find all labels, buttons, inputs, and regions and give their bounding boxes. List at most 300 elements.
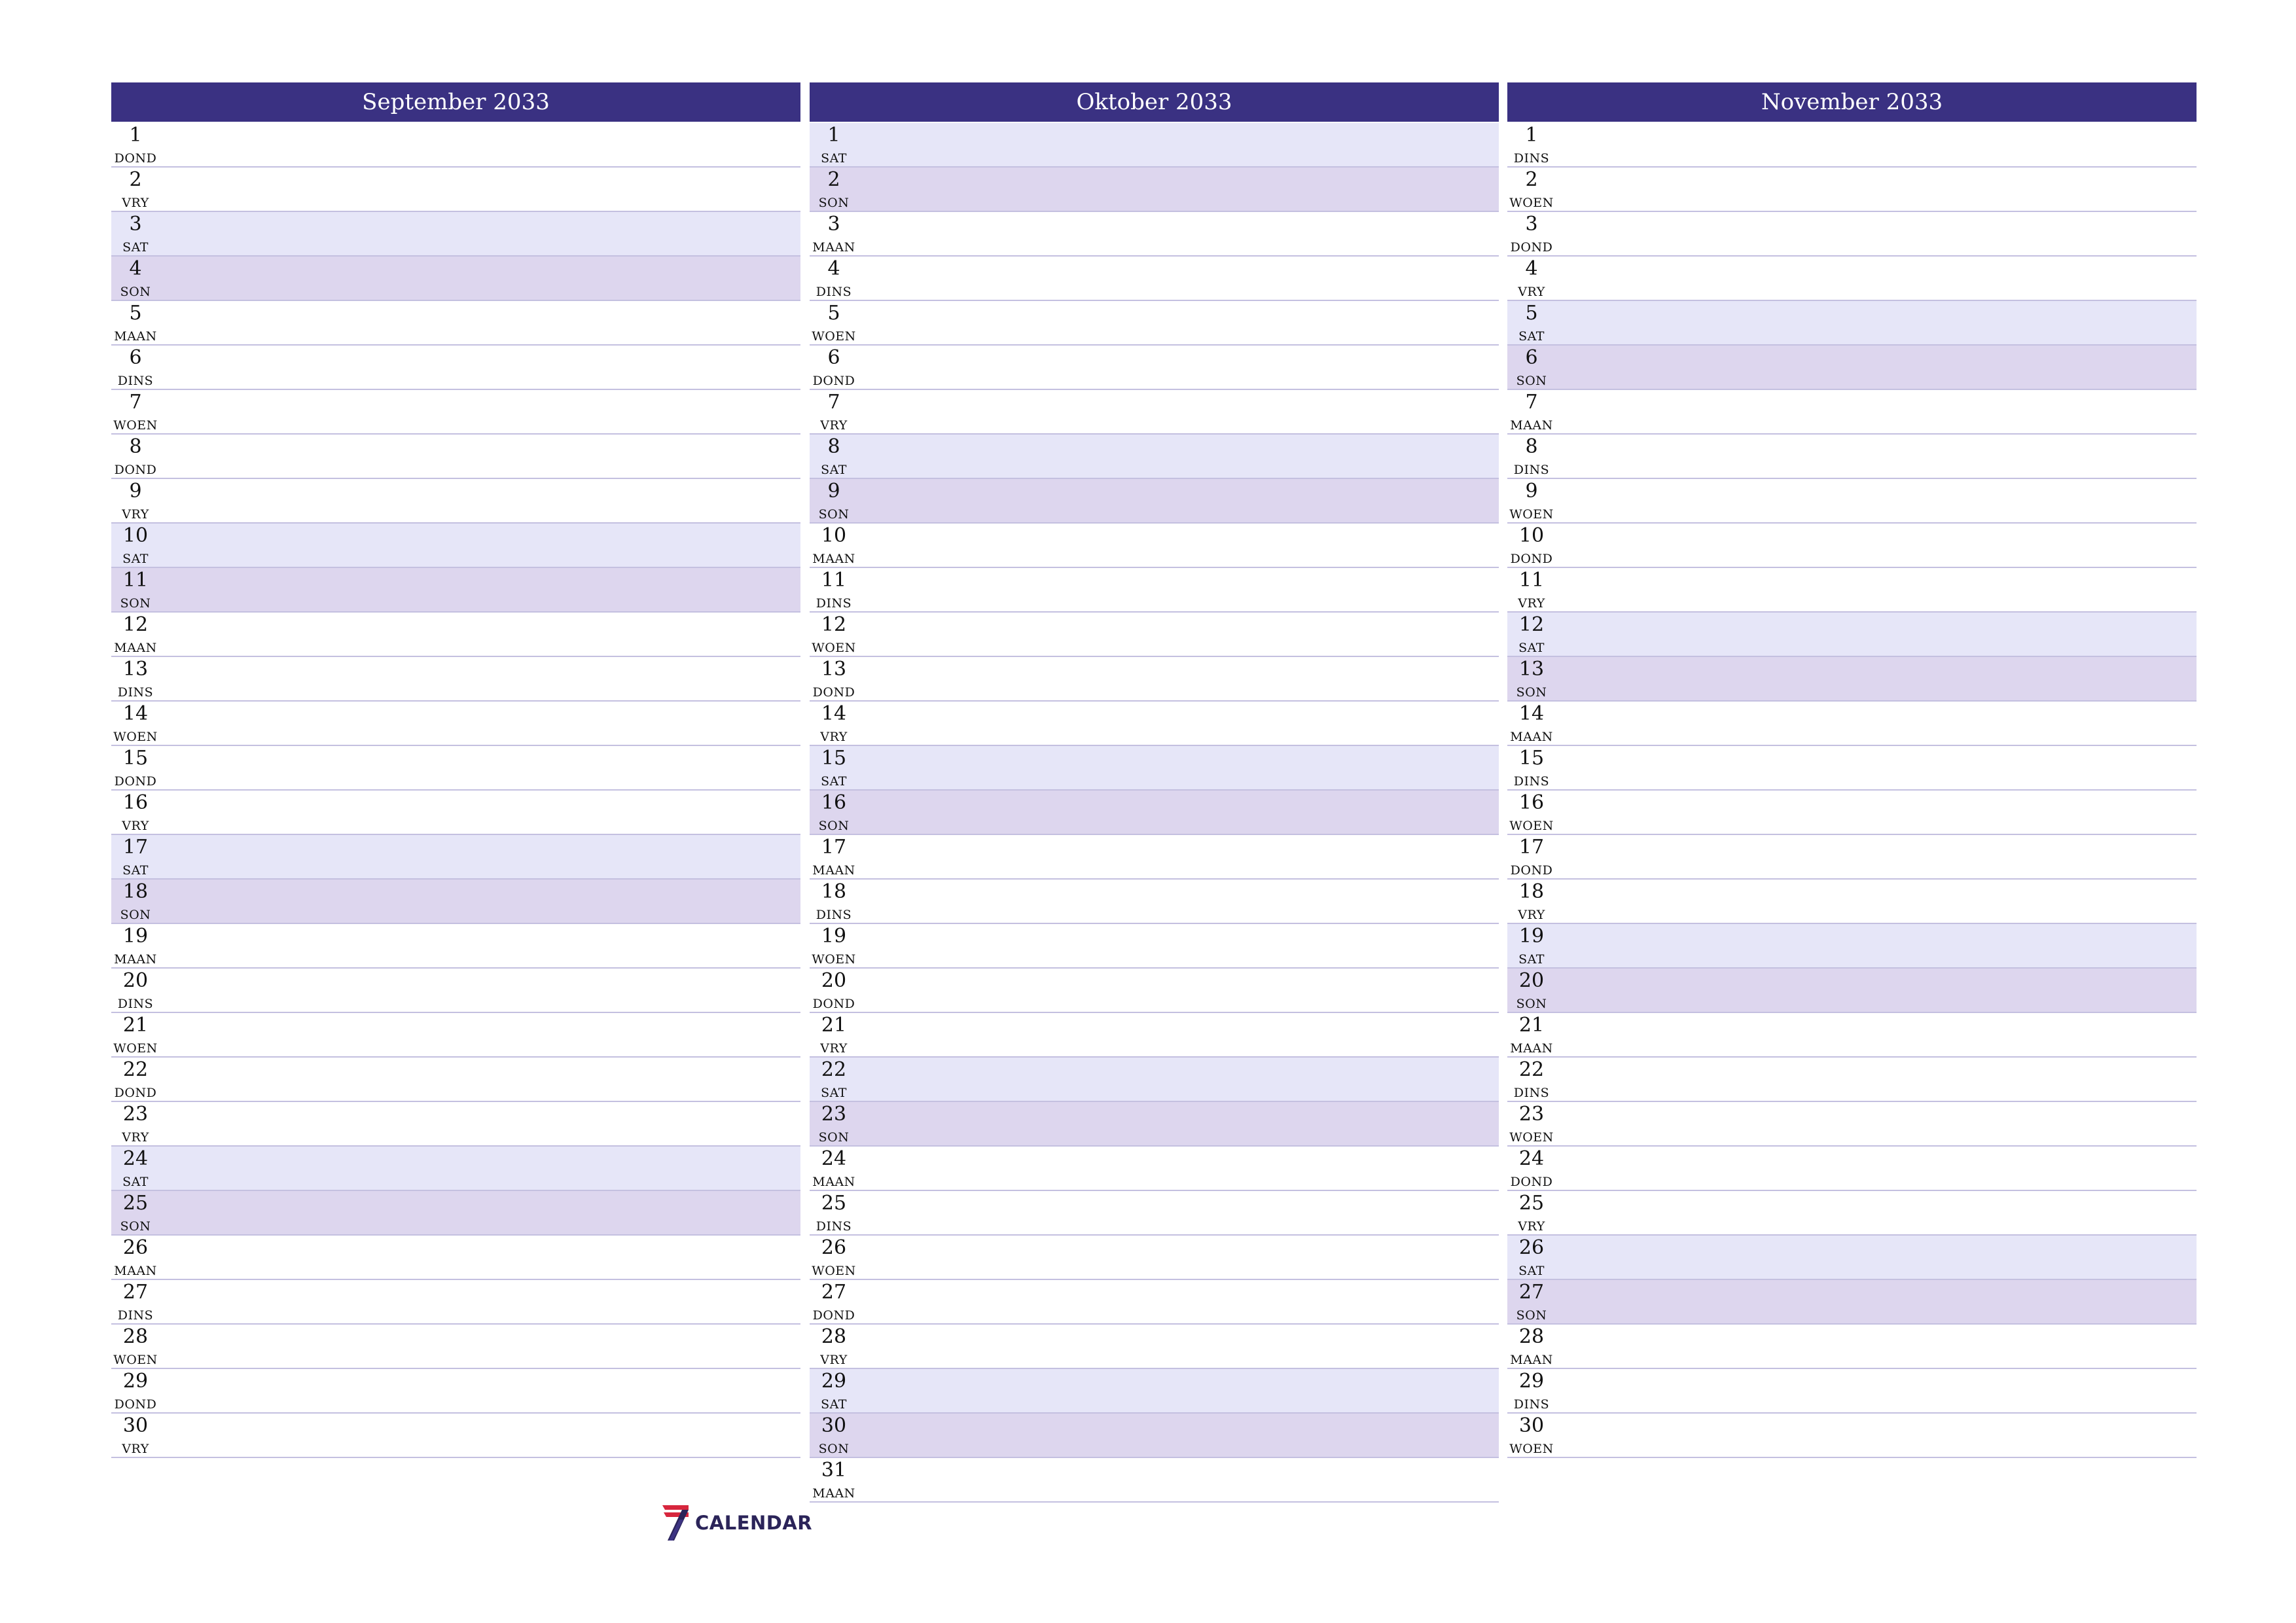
day-name: SAT: [122, 1175, 149, 1189]
day-number: 18: [821, 880, 847, 903]
day-cell: [810, 1325, 858, 1368]
day-cell: [810, 168, 858, 211]
day-number: 20: [821, 969, 847, 992]
day-cell: [810, 702, 858, 745]
day-number: 21: [821, 1014, 847, 1037]
day-cell: [1507, 123, 1556, 166]
day-number: 31: [821, 1459, 847, 1482]
day-cell: [810, 1280, 858, 1323]
day-cell: [1507, 568, 1556, 611]
day-number: 24: [122, 1147, 149, 1170]
day-cell: [1507, 479, 1556, 522]
day-name: DOND: [114, 151, 157, 166]
day-number: 13: [122, 658, 149, 681]
day-cell: [111, 1102, 160, 1145]
day-cell: [111, 1058, 160, 1101]
day-row[interactable]: [810, 212, 1499, 257]
day-row[interactable]: [1507, 835, 2197, 880]
day-row[interactable]: [810, 1147, 1499, 1191]
day-row[interactable]: [810, 568, 1499, 613]
day-row[interactable]: [810, 435, 1499, 479]
day-name: WOEN: [1509, 507, 1554, 522]
day-row[interactable]: [111, 301, 800, 346]
day-cell: [111, 568, 160, 611]
day-name: MAAN: [1510, 418, 1553, 433]
day-name: DINS: [117, 997, 154, 1011]
day-row[interactable]: [111, 835, 800, 880]
day-number: 3: [1525, 213, 1538, 236]
day-name: DOND: [114, 774, 157, 789]
day-cell: [1507, 702, 1556, 745]
day-cell: [810, 791, 858, 834]
day-row[interactable]: [111, 568, 800, 613]
day-name: WOEN: [812, 641, 856, 655]
day-name: VRY: [122, 1442, 149, 1456]
day-name: SAT: [821, 1086, 847, 1100]
day-row[interactable]: [111, 479, 800, 524]
day-number: 17: [1518, 836, 1545, 859]
day-number: 4: [129, 257, 142, 280]
day-row[interactable]: [810, 657, 1499, 702]
day-cell: [1507, 1191, 1556, 1234]
day-name: WOEN: [1509, 1130, 1554, 1145]
day-row[interactable]: [1507, 613, 2197, 657]
day-row[interactable]: [111, 1280, 800, 1325]
day-row[interactable]: [1507, 301, 2197, 346]
day-row[interactable]: [1507, 212, 2197, 257]
day-cell: [810, 1058, 858, 1101]
day-row[interactable]: [1507, 479, 2197, 524]
day-name: DOND: [114, 463, 157, 477]
day-cell: [810, 657, 858, 700]
day-cell: [111, 1369, 160, 1412]
day-name: DOND: [812, 685, 855, 700]
day-name: SON: [818, 1130, 850, 1145]
day-row[interactable]: [810, 791, 1499, 835]
day-name: VRY: [1518, 285, 1545, 299]
day-name: WOEN: [812, 952, 856, 967]
day-number: 14: [1518, 702, 1545, 725]
day-cell: [810, 1414, 858, 1457]
day-cell: [111, 880, 160, 923]
day-row[interactable]: [1507, 524, 2197, 568]
day-name: SAT: [821, 151, 847, 166]
day-row[interactable]: [1507, 1013, 2197, 1058]
day-cell: [111, 1325, 160, 1368]
day-name: SON: [818, 196, 850, 210]
day-number: 18: [1518, 880, 1545, 903]
day-number: 8: [129, 435, 142, 458]
day-row[interactable]: [1507, 746, 2197, 791]
day-row[interactable]: [810, 1414, 1499, 1458]
day-row[interactable]: [1507, 1414, 2197, 1458]
day-name: VRY: [1518, 596, 1545, 611]
day-number: 22: [122, 1058, 149, 1081]
month-column-november: [1507, 82, 2197, 1458]
day-cell: [111, 168, 160, 211]
day-name: VRY: [122, 1130, 149, 1145]
day-cell: [1507, 1414, 1556, 1457]
day-cell: [111, 702, 160, 745]
day-row[interactable]: [1507, 1191, 2197, 1236]
day-number: 15: [122, 747, 149, 770]
day-cell: [1507, 924, 1556, 967]
day-row[interactable]: [111, 1369, 800, 1414]
day-name: MAAN: [114, 1264, 157, 1278]
day-number: 13: [821, 658, 847, 681]
day-row[interactable]: [810, 1280, 1499, 1325]
day-number: 1: [129, 124, 142, 147]
day-name: SON: [120, 285, 151, 299]
day-row[interactable]: [810, 301, 1499, 346]
day-row[interactable]: [111, 212, 800, 257]
day-row[interactable]: [1507, 1058, 2197, 1102]
day-row[interactable]: [810, 1013, 1499, 1058]
day-name: DINS: [1513, 463, 1550, 477]
day-name: SAT: [1518, 641, 1545, 655]
day-name: VRY: [122, 819, 149, 833]
day-number: 5: [1525, 302, 1538, 325]
day-name: DOND: [1510, 1175, 1553, 1189]
day-number: 13: [1518, 658, 1545, 681]
day-row[interactable]: [810, 257, 1499, 301]
day-name: MAAN: [812, 863, 855, 878]
day-number: 9: [1525, 480, 1538, 503]
day-cell: [810, 479, 858, 522]
day-number: 11: [821, 569, 847, 592]
day-number: 3: [827, 213, 840, 236]
day-row[interactable]: [810, 835, 1499, 880]
day-name: WOEN: [113, 1353, 158, 1367]
day-row[interactable]: [111, 613, 800, 657]
day-number: 1: [827, 124, 840, 147]
day-row[interactable]: [111, 880, 800, 924]
seven-logo-icon: [660, 1505, 689, 1541]
day-name: MAAN: [812, 552, 855, 566]
day-number: 30: [1518, 1414, 1545, 1437]
day-name: MAAN: [1510, 730, 1553, 744]
day-row[interactable]: [111, 1013, 800, 1058]
day-row[interactable]: [810, 123, 1499, 168]
day-name: VRY: [1518, 1219, 1545, 1234]
day-row[interactable]: [810, 1369, 1499, 1414]
day-number: 5: [129, 302, 142, 325]
day-name: DINS: [117, 685, 154, 700]
day-name: MAAN: [1510, 1041, 1553, 1056]
day-name: SAT: [821, 463, 847, 477]
day-row[interactable]: [111, 524, 800, 568]
day-number: 21: [1518, 1014, 1545, 1037]
day-name: DINS: [1513, 1086, 1550, 1100]
day-row[interactable]: [810, 524, 1499, 568]
day-cell: [111, 524, 160, 567]
day-row[interactable]: [111, 1191, 800, 1236]
day-row[interactable]: [810, 1058, 1499, 1102]
day-row[interactable]: [1507, 1147, 2197, 1191]
day-row[interactable]: [810, 924, 1499, 969]
day-cell: [1507, 390, 1556, 433]
day-cell: [810, 346, 858, 389]
day-cell: [1507, 257, 1556, 300]
day-name: DOND: [812, 997, 855, 1011]
day-row[interactable]: [111, 1325, 800, 1369]
day-row[interactable]: [810, 1236, 1499, 1280]
day-row[interactable]: [810, 969, 1499, 1013]
day-number: 20: [122, 969, 149, 992]
day-cell: [810, 301, 858, 344]
day-row[interactable]: [1507, 390, 2197, 435]
day-name: SAT: [1518, 1264, 1545, 1278]
day-name: WOEN: [113, 730, 158, 744]
day-name: DOND: [812, 1308, 855, 1323]
day-number: 15: [821, 747, 847, 770]
day-name: SAT: [122, 552, 149, 566]
day-row[interactable]: [1507, 1369, 2197, 1414]
day-name: DINS: [1513, 151, 1550, 166]
day-name: SAT: [122, 240, 149, 255]
day-cell: [111, 657, 160, 700]
day-cell: [1507, 1236, 1556, 1279]
day-number: 21: [122, 1014, 149, 1037]
day-list: [810, 123, 1499, 1503]
day-cell: [810, 835, 858, 878]
day-name: MAAN: [812, 1486, 855, 1501]
day-name: SON: [818, 819, 850, 833]
day-cell: [1507, 969, 1556, 1012]
day-cell: [810, 969, 858, 1012]
day-cell: [810, 257, 858, 300]
day-row[interactable]: [111, 435, 800, 479]
day-name: SAT: [122, 863, 149, 878]
day-row[interactable]: [810, 1191, 1499, 1236]
month-header: Oktober 2033: [810, 82, 1499, 122]
day-list: [111, 123, 800, 1458]
day-cell: [1507, 746, 1556, 789]
day-cell: [1507, 1369, 1556, 1412]
day-cell: [1507, 880, 1556, 923]
day-number: 26: [122, 1236, 149, 1259]
day-row[interactable]: [111, 746, 800, 791]
day-cell: [810, 1147, 858, 1190]
day-cell: [810, 924, 858, 967]
day-row[interactable]: [1507, 168, 2197, 212]
day-row[interactable]: [810, 1458, 1499, 1503]
day-row[interactable]: [810, 613, 1499, 657]
day-cell: [111, 123, 160, 166]
day-number: 29: [821, 1370, 847, 1393]
day-cell: [1507, 168, 1556, 211]
day-name: WOEN: [113, 1041, 158, 1056]
day-number: 16: [821, 791, 847, 814]
day-cell: [111, 212, 160, 255]
day-cell: [1507, 435, 1556, 478]
day-number: 6: [827, 346, 840, 369]
day-row[interactable]: [1507, 1325, 2197, 1369]
day-name: SON: [1516, 685, 1547, 700]
day-row[interactable]: [111, 1147, 800, 1191]
day-name: WOEN: [1509, 196, 1554, 210]
day-row[interactable]: [1507, 346, 2197, 390]
day-name: VRY: [122, 507, 149, 522]
day-cell: [111, 1147, 160, 1190]
day-number: 27: [122, 1281, 149, 1304]
day-cell: [111, 924, 160, 967]
day-number: 16: [122, 791, 149, 814]
day-cell: [111, 1414, 160, 1457]
day-row[interactable]: [810, 1102, 1499, 1147]
day-cell: [810, 880, 858, 923]
month-column-september: [111, 82, 800, 1458]
day-name: DOND: [812, 374, 855, 388]
month-header: September 2033: [111, 82, 800, 122]
day-row[interactable]: [111, 1236, 800, 1280]
day-row[interactable]: [111, 1102, 800, 1147]
day-row[interactable]: [810, 702, 1499, 746]
day-row[interactable]: [1507, 435, 2197, 479]
day-cell: [1507, 301, 1556, 344]
day-row[interactable]: [810, 390, 1499, 435]
day-name: WOEN: [812, 1264, 856, 1278]
day-number: 29: [122, 1370, 149, 1393]
day-cell: [1507, 346, 1556, 389]
day-number: 25: [122, 1192, 149, 1215]
day-number: 12: [1518, 613, 1545, 636]
day-row[interactable]: [111, 168, 800, 212]
day-cell: [111, 346, 160, 389]
day-row[interactable]: [111, 390, 800, 435]
day-number: 27: [821, 1281, 847, 1304]
day-number: 14: [122, 702, 149, 725]
day-number: 24: [821, 1147, 847, 1170]
day-number: 25: [821, 1192, 847, 1215]
day-number: 28: [1518, 1325, 1545, 1348]
day-row[interactable]: [111, 1414, 800, 1458]
day-name: MAAN: [1510, 1353, 1553, 1367]
day-row[interactable]: [111, 924, 800, 969]
day-name: WOEN: [812, 329, 856, 344]
day-cell: [810, 123, 858, 166]
day-row[interactable]: [111, 1058, 800, 1102]
day-row[interactable]: [1507, 791, 2197, 835]
day-row[interactable]: [810, 346, 1499, 390]
day-number: 17: [122, 836, 149, 859]
day-row[interactable]: [111, 123, 800, 168]
day-row[interactable]: [111, 969, 800, 1013]
day-row[interactable]: [1507, 969, 2197, 1013]
day-name: DINS: [816, 285, 852, 299]
day-name: DINS: [816, 908, 852, 922]
day-row[interactable]: [810, 168, 1499, 212]
day-name: SAT: [821, 774, 847, 789]
day-number: 29: [1518, 1370, 1545, 1393]
day-row[interactable]: [111, 702, 800, 746]
day-name: DINS: [117, 1308, 154, 1323]
day-row[interactable]: [810, 1325, 1499, 1369]
day-list: [1507, 123, 2197, 1458]
day-name: SON: [1516, 997, 1547, 1011]
day-name: DINS: [117, 374, 154, 388]
day-number: 28: [821, 1325, 847, 1348]
day-row[interactable]: [1507, 924, 2197, 969]
day-cell: [1507, 613, 1556, 656]
day-cell: [810, 1369, 858, 1412]
day-name: SON: [120, 1219, 151, 1234]
day-row[interactable]: [1507, 257, 2197, 301]
day-name: WOEN: [1509, 819, 1554, 833]
day-number: 24: [1518, 1147, 1545, 1170]
day-row[interactable]: [810, 746, 1499, 791]
day-name: WOEN: [1509, 1442, 1554, 1456]
day-number: 15: [1518, 747, 1545, 770]
day-row[interactable]: [1507, 1102, 2197, 1147]
day-cell: [1507, 1325, 1556, 1368]
day-number: 26: [821, 1236, 847, 1259]
day-number: 7: [1525, 391, 1538, 414]
month-column-oktober: [810, 82, 1499, 1503]
day-row[interactable]: [1507, 1236, 2197, 1280]
day-number: 19: [1518, 925, 1545, 948]
day-name: SON: [1516, 1308, 1547, 1323]
day-name: MAAN: [114, 329, 157, 344]
day-number: 10: [821, 524, 847, 547]
day-name: SAT: [1518, 952, 1545, 967]
day-number: 2: [827, 168, 840, 191]
day-row[interactable]: [111, 791, 800, 835]
day-row[interactable]: [1507, 123, 2197, 168]
day-row[interactable]: [1507, 880, 2197, 924]
day-name: WOEN: [113, 418, 158, 433]
day-cell: [810, 212, 858, 255]
day-cell: [111, 791, 160, 834]
day-cell: [111, 969, 160, 1012]
day-cell: [111, 257, 160, 300]
day-name: DINS: [1513, 774, 1550, 789]
day-number: 4: [827, 257, 840, 280]
day-cell: [111, 835, 160, 878]
day-name: MAAN: [114, 641, 157, 655]
day-row[interactable]: [810, 479, 1499, 524]
day-row[interactable]: [1507, 657, 2197, 702]
day-cell: [1507, 1102, 1556, 1145]
day-number: 18: [122, 880, 149, 903]
day-name: MAAN: [114, 952, 157, 967]
day-row[interactable]: [1507, 702, 2197, 746]
day-row[interactable]: [111, 657, 800, 702]
day-cell: [810, 524, 858, 567]
day-number: 23: [1518, 1103, 1545, 1126]
day-name: SON: [120, 596, 151, 611]
day-number: 9: [129, 480, 142, 503]
day-name: MAAN: [812, 1175, 855, 1189]
day-number: 2: [129, 168, 142, 191]
day-number: 19: [122, 925, 149, 948]
day-number: 30: [821, 1414, 847, 1437]
day-name: SAT: [1518, 329, 1545, 344]
day-number: 19: [821, 925, 847, 948]
day-name: DINS: [816, 1219, 852, 1234]
day-row[interactable]: [111, 257, 800, 301]
day-row[interactable]: [810, 880, 1499, 924]
day-number: 8: [827, 435, 840, 458]
day-row[interactable]: [1507, 1280, 2197, 1325]
day-name: SON: [818, 1442, 850, 1456]
brand-logo[interactable]: [660, 1505, 812, 1541]
day-cell: [111, 1236, 160, 1279]
day-row[interactable]: [111, 346, 800, 390]
day-row[interactable]: [1507, 568, 2197, 613]
day-number: 20: [1518, 969, 1545, 992]
day-number: 1: [1525, 124, 1538, 147]
